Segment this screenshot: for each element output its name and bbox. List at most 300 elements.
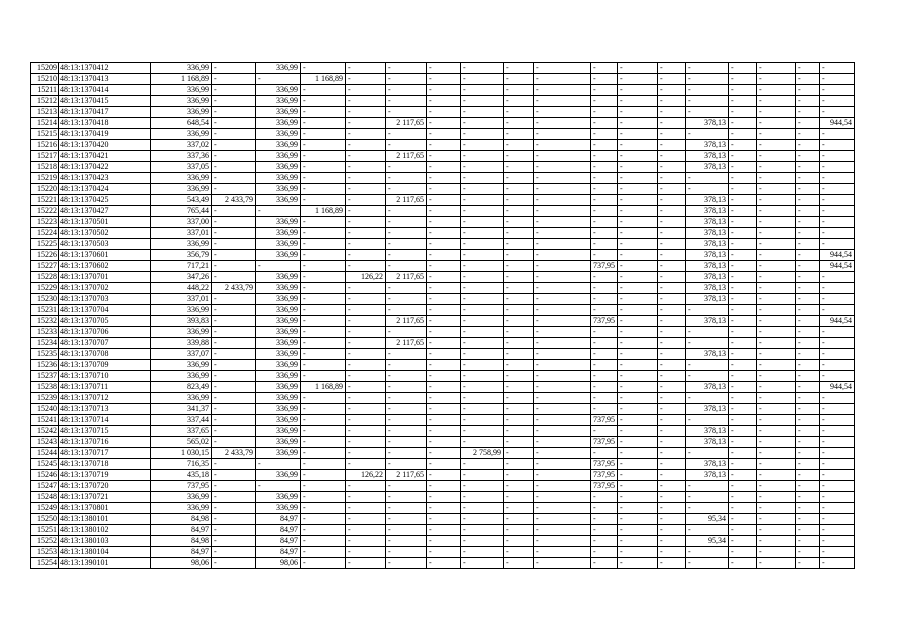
value-cell: - xyxy=(427,558,461,569)
value-cell: - xyxy=(346,558,386,569)
value-cell: - xyxy=(757,338,796,349)
value-cell: - xyxy=(591,327,618,338)
value-cell: - xyxy=(386,448,427,459)
value-cell: - xyxy=(461,162,504,173)
value-cell: 2 117,65 xyxy=(386,316,427,327)
value-cell: - xyxy=(427,239,461,250)
value-cell: - xyxy=(757,107,796,118)
value-cell: 337,01 xyxy=(151,294,212,305)
value-cell: - xyxy=(591,338,618,349)
value-cell: - xyxy=(301,393,346,404)
value-cell: - xyxy=(386,492,427,503)
value-cell: - xyxy=(386,514,427,525)
table-row xyxy=(31,96,855,107)
value-cell: - xyxy=(346,107,386,118)
value-cell: - xyxy=(427,525,461,536)
value-cell: - xyxy=(757,162,796,173)
value-cell: - xyxy=(729,151,757,162)
value-cell: - xyxy=(796,360,820,371)
table-row xyxy=(31,437,855,448)
cadastral-number-cell: 48:13:1370713 xyxy=(59,404,151,415)
value-cell: - xyxy=(591,503,618,514)
value-cell: - xyxy=(386,503,427,514)
value-cell: - xyxy=(820,107,855,118)
value-cell: - xyxy=(427,107,461,118)
table-row xyxy=(31,415,855,426)
value-cell: - xyxy=(796,283,820,294)
value-cell: - xyxy=(729,173,757,184)
row-number-cell: 15235 xyxy=(31,349,59,360)
value-cell: - xyxy=(212,426,256,437)
value-cell: - xyxy=(820,393,855,404)
value-cell: - xyxy=(504,393,534,404)
value-cell: - xyxy=(686,338,729,349)
table-row xyxy=(31,305,855,316)
value-cell: - xyxy=(427,459,461,470)
value-cell: - xyxy=(427,162,461,173)
value-cell: - xyxy=(820,404,855,415)
cadastral-number-cell: 48:13:1370702 xyxy=(59,283,151,294)
row-number-cell: 15252 xyxy=(31,536,59,547)
value-cell: - xyxy=(534,217,591,228)
value-cell: 717,21 xyxy=(151,261,212,272)
value-cell: - xyxy=(346,338,386,349)
row-number-cell: 15241 xyxy=(31,415,59,426)
value-cell: - xyxy=(386,294,427,305)
value-cell: - xyxy=(461,173,504,184)
value-cell: 356,79 xyxy=(151,250,212,261)
value-cell: - xyxy=(591,217,618,228)
value-cell: - xyxy=(301,272,346,283)
value-cell: - xyxy=(346,514,386,525)
value-cell: - xyxy=(591,514,618,525)
value-cell: - xyxy=(658,305,686,316)
value-cell: - xyxy=(820,85,855,96)
value-cell: - xyxy=(757,558,796,569)
cadastral-number-cell: 48:13:1380101 xyxy=(59,514,151,525)
value-cell: - xyxy=(820,239,855,250)
value-cell: - xyxy=(618,393,658,404)
value-cell: 336,99 xyxy=(256,503,301,514)
table-row xyxy=(31,536,855,547)
value-cell: - xyxy=(534,63,591,74)
value-cell: - xyxy=(504,206,534,217)
value-cell: - xyxy=(729,261,757,272)
value-cell: - xyxy=(427,206,461,217)
row-number-cell: 15242 xyxy=(31,426,59,437)
value-cell: - xyxy=(427,547,461,558)
value-cell: - xyxy=(212,558,256,569)
value-cell: - xyxy=(534,283,591,294)
value-cell: - xyxy=(534,547,591,558)
value-cell: - xyxy=(618,558,658,569)
value-cell: - xyxy=(796,250,820,261)
value-cell: - xyxy=(461,294,504,305)
value-cell: - xyxy=(618,261,658,272)
value-cell: - xyxy=(386,96,427,107)
value-cell: - xyxy=(386,250,427,261)
value-cell: - xyxy=(346,173,386,184)
value-cell: 84,97 xyxy=(256,536,301,547)
value-cell: - xyxy=(796,294,820,305)
value-cell: - xyxy=(686,547,729,558)
value-cell: - xyxy=(618,536,658,547)
row-number-cell: 15216 xyxy=(31,140,59,151)
row-number-cell: 15211 xyxy=(31,85,59,96)
cadastral-number-cell: 48:13:1370704 xyxy=(59,305,151,316)
value-cell: - xyxy=(534,404,591,415)
value-cell: 336,99 xyxy=(151,63,212,74)
cadastral-number-cell: 48:13:1370425 xyxy=(59,195,151,206)
value-cell: - xyxy=(591,305,618,316)
value-cell: 336,99 xyxy=(151,239,212,250)
value-cell: 336,99 xyxy=(256,151,301,162)
value-cell: - xyxy=(729,140,757,151)
value-cell: 336,99 xyxy=(256,228,301,239)
cadastral-number-cell: 48:13:1370601 xyxy=(59,250,151,261)
cadastral-number-cell: 48:13:1370414 xyxy=(59,85,151,96)
value-cell: - xyxy=(618,96,658,107)
value-cell: 336,99 xyxy=(256,327,301,338)
value-cell: - xyxy=(427,74,461,85)
value-cell: - xyxy=(301,437,346,448)
value-cell: - xyxy=(658,547,686,558)
value-cell: - xyxy=(386,261,427,272)
value-cell: - xyxy=(461,481,504,492)
value-cell: - xyxy=(504,316,534,327)
value-cell: - xyxy=(729,63,757,74)
value-cell: - xyxy=(618,228,658,239)
value-cell: - xyxy=(301,228,346,239)
value-cell: - xyxy=(461,228,504,239)
value-cell: - xyxy=(301,239,346,250)
value-cell: 378,13 xyxy=(686,283,729,294)
value-cell: - xyxy=(461,349,504,360)
value-cell: - xyxy=(212,547,256,558)
value-cell: - xyxy=(504,85,534,96)
value-cell: - xyxy=(618,239,658,250)
row-number-cell: 15222 xyxy=(31,206,59,217)
value-cell: - xyxy=(658,437,686,448)
value-cell: - xyxy=(729,250,757,261)
value-cell: - xyxy=(427,63,461,74)
value-cell: - xyxy=(386,85,427,96)
cadastral-number-cell: 48:13:1380103 xyxy=(59,536,151,547)
value-cell: 336,99 xyxy=(256,338,301,349)
value-cell: - xyxy=(796,74,820,85)
value-cell: - xyxy=(427,217,461,228)
value-cell: - xyxy=(346,283,386,294)
value-cell: - xyxy=(796,382,820,393)
value-cell: - xyxy=(618,151,658,162)
row-number-cell: 15223 xyxy=(31,217,59,228)
value-cell: - xyxy=(301,426,346,437)
value-cell: - xyxy=(729,426,757,437)
value-cell: - xyxy=(427,371,461,382)
value-cell: - xyxy=(618,448,658,459)
value-cell: - xyxy=(618,250,658,261)
cadastral-number-cell: 48:13:1370415 xyxy=(59,96,151,107)
value-cell: 378,13 xyxy=(686,151,729,162)
table-row xyxy=(31,349,855,360)
value-cell: 1 168,89 xyxy=(151,74,212,85)
value-cell: - xyxy=(301,140,346,151)
value-cell: - xyxy=(729,547,757,558)
cadastral-number-cell: 48:13:1370422 xyxy=(59,162,151,173)
row-number-cell: 15247 xyxy=(31,481,59,492)
value-cell: 336,99 xyxy=(256,426,301,437)
cadastral-number-cell: 48:13:1370421 xyxy=(59,151,151,162)
value-cell: - xyxy=(820,536,855,547)
value-cell: - xyxy=(504,503,534,514)
value-cell: 336,99 xyxy=(151,492,212,503)
value-cell: - xyxy=(729,327,757,338)
value-cell: - xyxy=(686,481,729,492)
value-cell: - xyxy=(757,481,796,492)
value-cell: - xyxy=(658,195,686,206)
value-cell: - xyxy=(757,140,796,151)
value-cell: - xyxy=(618,470,658,481)
value-cell: - xyxy=(757,74,796,85)
value-cell: 378,13 xyxy=(686,228,729,239)
value-cell: - xyxy=(591,184,618,195)
value-cell: - xyxy=(427,437,461,448)
value-cell: - xyxy=(757,415,796,426)
cadastral-number-cell: 48:13:1370707 xyxy=(59,338,151,349)
value-cell: - xyxy=(534,239,591,250)
value-cell: - xyxy=(618,129,658,140)
value-cell: - xyxy=(212,404,256,415)
value-cell: - xyxy=(534,140,591,151)
value-cell: - xyxy=(591,151,618,162)
value-cell: - xyxy=(301,63,346,74)
value-cell: - xyxy=(461,217,504,228)
value-cell: - xyxy=(461,338,504,349)
value-cell: - xyxy=(256,481,301,492)
value-cell: - xyxy=(757,492,796,503)
value-cell: - xyxy=(757,503,796,514)
value-cell: - xyxy=(591,250,618,261)
value-cell: - xyxy=(618,404,658,415)
value-cell: 543,49 xyxy=(151,195,212,206)
value-cell: - xyxy=(212,360,256,371)
cadastral-number-cell: 48:13:1370502 xyxy=(59,228,151,239)
value-cell: - xyxy=(658,96,686,107)
value-cell: - xyxy=(504,261,534,272)
value-cell: 84,97 xyxy=(151,525,212,536)
value-cell: - xyxy=(729,239,757,250)
value-cell: 336,99 xyxy=(256,360,301,371)
value-cell: - xyxy=(301,415,346,426)
value-cell: - xyxy=(212,74,256,85)
value-cell: - xyxy=(427,85,461,96)
value-cell: - xyxy=(534,261,591,272)
value-cell: - xyxy=(427,503,461,514)
value-cell: - xyxy=(618,316,658,327)
value-cell: - xyxy=(591,360,618,371)
value-cell: - xyxy=(729,404,757,415)
value-cell: - xyxy=(504,415,534,426)
value-cell: - xyxy=(301,547,346,558)
value-cell: - xyxy=(591,371,618,382)
table-row xyxy=(31,250,855,261)
value-cell: - xyxy=(658,338,686,349)
value-cell: 944,54 xyxy=(820,382,855,393)
value-cell: - xyxy=(427,536,461,547)
value-cell: - xyxy=(729,360,757,371)
row-number-cell: 15224 xyxy=(31,228,59,239)
value-cell: - xyxy=(820,217,855,228)
value-cell: - xyxy=(658,74,686,85)
value-cell: - xyxy=(591,558,618,569)
value-cell: 1 168,89 xyxy=(301,382,346,393)
value-cell: - xyxy=(757,393,796,404)
value-cell: - xyxy=(820,173,855,184)
table-row xyxy=(31,448,855,459)
value-cell: - xyxy=(729,294,757,305)
value-cell: 337,36 xyxy=(151,151,212,162)
value-cell: - xyxy=(757,448,796,459)
value-cell: - xyxy=(591,492,618,503)
value-cell: - xyxy=(427,118,461,129)
value-cell: 336,99 xyxy=(256,316,301,327)
value-cell: - xyxy=(591,382,618,393)
value-cell: - xyxy=(504,404,534,415)
value-cell: 336,99 xyxy=(256,382,301,393)
cadastral-number-cell: 48:13:1370801 xyxy=(59,503,151,514)
value-cell: - xyxy=(796,503,820,514)
table-row xyxy=(31,525,855,536)
value-cell: 336,99 xyxy=(151,360,212,371)
value-cell: - xyxy=(757,151,796,162)
value-cell: - xyxy=(618,349,658,360)
value-cell: - xyxy=(618,426,658,437)
value-cell: 448,22 xyxy=(151,283,212,294)
value-cell: - xyxy=(427,492,461,503)
value-cell: 337,65 xyxy=(151,426,212,437)
value-cell: - xyxy=(212,470,256,481)
value-cell: - xyxy=(534,514,591,525)
value-cell: - xyxy=(212,206,256,217)
value-cell: - xyxy=(461,316,504,327)
value-cell: - xyxy=(618,371,658,382)
value-cell: - xyxy=(504,195,534,206)
table-row xyxy=(31,63,855,74)
value-cell: - xyxy=(729,74,757,85)
value-cell: 336,99 xyxy=(256,239,301,250)
value-cell: - xyxy=(256,459,301,470)
value-cell: - xyxy=(658,459,686,470)
value-cell: - xyxy=(686,129,729,140)
value-cell: 737,95 xyxy=(591,470,618,481)
cadastral-number-cell: 48:13:1370708 xyxy=(59,349,151,360)
value-cell: - xyxy=(212,107,256,118)
value-cell: - xyxy=(461,437,504,448)
value-cell: - xyxy=(346,349,386,360)
value-cell: - xyxy=(212,96,256,107)
value-cell: - xyxy=(301,118,346,129)
value-cell: - xyxy=(686,74,729,85)
value-cell: 336,99 xyxy=(256,96,301,107)
value-cell: - xyxy=(212,250,256,261)
value-cell: - xyxy=(346,547,386,558)
value-cell: 336,99 xyxy=(151,184,212,195)
row-number-cell: 15217 xyxy=(31,151,59,162)
value-cell: - xyxy=(820,415,855,426)
value-cell: - xyxy=(757,195,796,206)
value-cell: - xyxy=(301,338,346,349)
value-cell: - xyxy=(757,184,796,195)
value-cell: - xyxy=(757,437,796,448)
value-cell: - xyxy=(820,503,855,514)
value-cell: 336,99 xyxy=(256,250,301,261)
value-cell: - xyxy=(504,250,534,261)
value-cell: - xyxy=(796,426,820,437)
cadastral-number-cell: 48:13:1370719 xyxy=(59,470,151,481)
value-cell: - xyxy=(658,283,686,294)
value-cell: - xyxy=(757,470,796,481)
value-cell: - xyxy=(796,470,820,481)
value-cell: - xyxy=(301,217,346,228)
value-cell: 378,13 xyxy=(686,437,729,448)
value-cell: - xyxy=(658,129,686,140)
value-cell: 336,99 xyxy=(256,415,301,426)
value-cell: - xyxy=(504,129,534,140)
value-cell: - xyxy=(346,525,386,536)
value-cell: - xyxy=(757,327,796,338)
cadastral-number-cell: 48:13:1370711 xyxy=(59,382,151,393)
cadastral-number-cell: 48:13:1370705 xyxy=(59,316,151,327)
value-cell: - xyxy=(301,525,346,536)
value-cell: - xyxy=(757,217,796,228)
value-cell: - xyxy=(591,426,618,437)
value-cell: - xyxy=(504,228,534,239)
table-row xyxy=(31,239,855,250)
cadastral-number-cell: 48:13:1370703 xyxy=(59,294,151,305)
value-cell: - xyxy=(729,195,757,206)
value-cell: - xyxy=(427,360,461,371)
value-cell: - xyxy=(591,107,618,118)
table-row xyxy=(31,338,855,349)
value-cell: - xyxy=(729,514,757,525)
value-cell: 823,49 xyxy=(151,382,212,393)
row-number-cell: 15253 xyxy=(31,547,59,558)
row-number-cell: 15238 xyxy=(31,382,59,393)
value-cell: - xyxy=(820,184,855,195)
value-cell: - xyxy=(686,184,729,195)
value-cell: - xyxy=(427,470,461,481)
value-cell: 737,95 xyxy=(591,459,618,470)
value-cell: - xyxy=(796,448,820,459)
table-row xyxy=(31,459,855,470)
value-cell: - xyxy=(757,118,796,129)
row-number-cell: 15227 xyxy=(31,261,59,272)
value-cell: - xyxy=(212,338,256,349)
value-cell: - xyxy=(729,316,757,327)
value-cell: - xyxy=(346,426,386,437)
value-cell: - xyxy=(386,481,427,492)
value-cell: - xyxy=(427,448,461,459)
value-cell: - xyxy=(796,195,820,206)
value-cell: - xyxy=(386,558,427,569)
value-cell: - xyxy=(618,173,658,184)
value-cell: - xyxy=(346,250,386,261)
value-cell: - xyxy=(534,327,591,338)
value-cell: - xyxy=(618,107,658,118)
value-cell: - xyxy=(301,536,346,547)
value-cell: - xyxy=(686,393,729,404)
value-cell: 2 117,65 xyxy=(386,118,427,129)
